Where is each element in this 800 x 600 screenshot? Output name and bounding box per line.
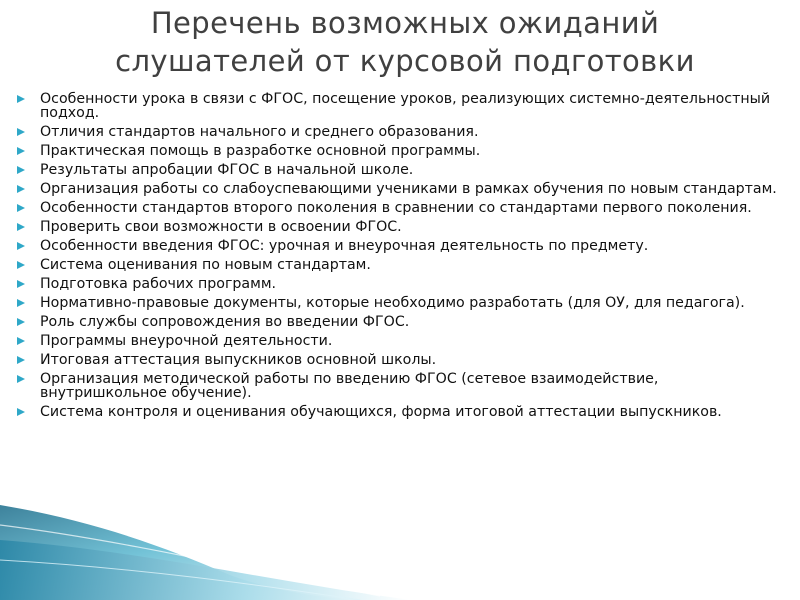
bullet-item bbox=[14, 372, 784, 400]
triangle-bullet-icon bbox=[16, 355, 26, 365]
bullet-text: Организация методической работы по введению ФГОС (сетевое взаимодействие, внутришкольное обучение). bbox=[40, 371, 659, 401]
bullet-text: Особенности урока в связи с ФГОС, посещение уроков, реализующих системно-деятельностный подход. bbox=[40, 91, 771, 121]
slide-title-line-1: Перечень возможных ожиданий bbox=[150, 6, 660, 40]
slide-title-line-2: слушателей от курсовой подготовки bbox=[115, 44, 695, 78]
bullet-text: Система оценивания по новым стандартам. bbox=[40, 257, 371, 273]
bullet-item bbox=[14, 353, 784, 367]
triangle-bullet-icon bbox=[16, 298, 26, 308]
triangle-bullet-icon bbox=[16, 407, 26, 417]
bullet-text: Подготовка рабочих программ. bbox=[40, 276, 277, 292]
bullet-text: Особенности стандартов второго поколения в сравнении со стандартами первого поколения. bbox=[40, 200, 752, 216]
bullet-list bbox=[14, 92, 784, 424]
triangle-bullet-icon bbox=[16, 222, 26, 232]
bullet-item bbox=[14, 163, 784, 177]
slide-title bbox=[60, 4, 750, 80]
bullet-text: Отличия стандартов начального и среднего образования. bbox=[40, 124, 479, 140]
bullet-item bbox=[14, 258, 784, 272]
bullet-text: Проверить свои возможности в освоении ФГОС. bbox=[40, 219, 402, 235]
triangle-bullet-icon bbox=[16, 165, 26, 175]
triangle-bullet-icon bbox=[16, 184, 26, 194]
bullet-text: Особенности введения ФГОС: урочная и внеурочная деятельность по предмету. bbox=[40, 238, 649, 254]
bullet-text: Результаты апробации ФГОС в начальной школе. bbox=[40, 162, 414, 178]
triangle-bullet-icon bbox=[16, 336, 26, 346]
triangle-bullet-icon bbox=[16, 203, 26, 213]
triangle-bullet-icon bbox=[16, 279, 26, 289]
bullet-item bbox=[14, 182, 784, 196]
bullet-item bbox=[14, 315, 784, 329]
bullet-item bbox=[14, 144, 784, 158]
wave-band-front bbox=[0, 540, 410, 600]
triangle-bullet-icon bbox=[16, 260, 26, 270]
bullet-text: Итоговая аттестация выпускников основной школы. bbox=[40, 352, 437, 368]
triangle-bullet-icon bbox=[16, 241, 26, 251]
triangle-bullet-icon bbox=[16, 94, 26, 104]
bullet-item bbox=[14, 239, 784, 253]
triangle-bullet-icon bbox=[16, 146, 26, 156]
triangle-bullet-icon bbox=[16, 127, 26, 137]
bullet-item bbox=[14, 334, 784, 348]
bullet-text: Практическая помощь в разработке основной программы. bbox=[40, 143, 481, 159]
bullet-item bbox=[14, 201, 784, 215]
bullet-item bbox=[14, 220, 784, 234]
bullet-item bbox=[14, 405, 784, 419]
triangle-bullet-icon bbox=[16, 317, 26, 327]
bullet-text: Программы внеурочной деятельности. bbox=[40, 333, 333, 349]
bullet-item bbox=[14, 92, 784, 120]
bullet-text: Нормативно-правовые документы, которые необходимо разработать (для ОУ, для педагога). bbox=[40, 295, 745, 311]
bullet-item bbox=[14, 277, 784, 291]
bullet-text: Организация работы со слабоуспевающими учениками в рамках обучения по новым стандартам. bbox=[40, 181, 777, 197]
bullet-text: Система контроля и оценивания обучающихся, форма итоговой аттестации выпускников. bbox=[40, 404, 722, 420]
bullet-item bbox=[14, 125, 784, 139]
bullet-item bbox=[14, 296, 784, 310]
bullet-text: Роль службы сопровождения во введении ФГОС. bbox=[40, 314, 410, 330]
triangle-bullet-icon bbox=[16, 374, 26, 384]
